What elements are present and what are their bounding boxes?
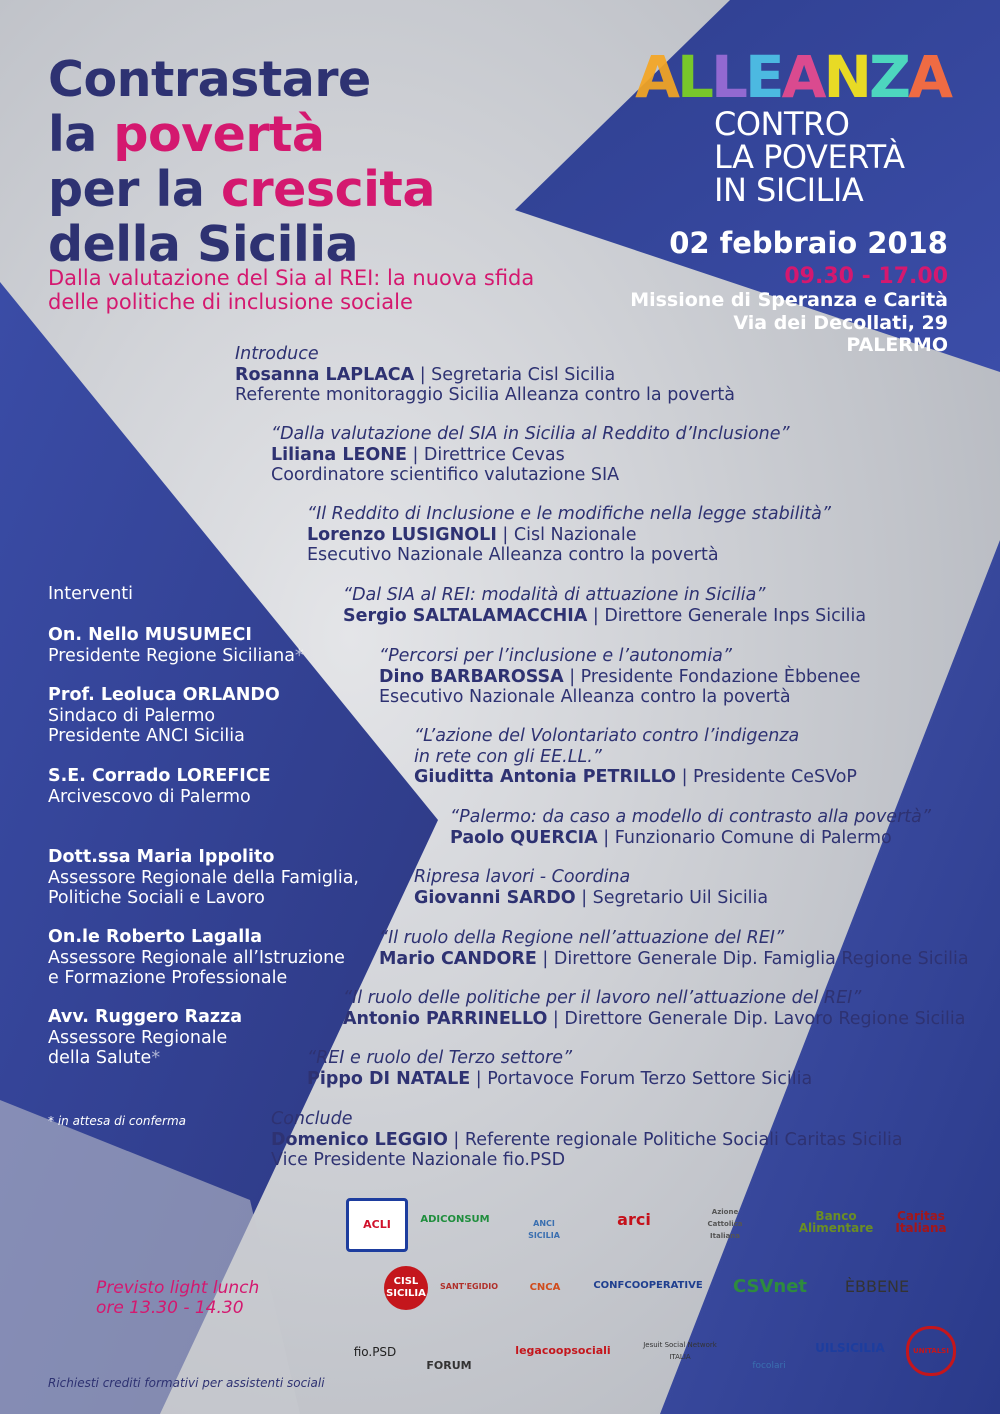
speaker-role: | Direttrice Cevas — [406, 444, 565, 465]
logo-cisl-sicilia: CISL SICILIA — [384, 1266, 428, 1310]
program-item — [379, 928, 969, 969]
program-speaker — [343, 1009, 965, 1030]
logo-cnca: CNCA — [529, 1282, 561, 1293]
event-time: 09.30 - 17.00 — [784, 264, 948, 289]
speaker-name: Liliana LEONE — [271, 444, 407, 465]
intervento-role-2: e Formazione Professionale — [48, 968, 288, 988]
program-label: “Il ruolo della Regione nell’attuazione del REI” — [379, 928, 785, 948]
program-speaker — [343, 606, 866, 627]
intervento-role-1: Sindaco di Palermo — [48, 705, 216, 726]
intervento-role — [48, 1048, 242, 1069]
pending-mark: * — [294, 645, 304, 666]
speaker-name: Domenico LEGGIO — [271, 1129, 448, 1150]
speaker-role-extra: Coordinatore scientifico valutazione SIA — [271, 465, 620, 485]
logo-legacoopsociali: legacoopsociali — [515, 1344, 611, 1357]
speaker-name: Antonio PARRINELLO — [343, 1008, 548, 1029]
speaker-role: | Presidente CeSVoP — [676, 767, 857, 787]
program-label: “Il Reddito di Inclusione e le modifiche nella legge stabilità” — [307, 504, 831, 524]
logo-anci-sicilia: ANCI SICILIA — [528, 1219, 560, 1240]
interventi-heading: Interventi — [48, 584, 134, 604]
pending-note: * in attesa di conferma — [48, 1114, 187, 1128]
program-speaker — [450, 828, 931, 849]
program-speaker — [379, 667, 861, 688]
alleanza-logo-subtitle — [714, 105, 905, 209]
speaker-name: Mario CANDORE — [379, 948, 537, 969]
logo-letter: A — [635, 43, 678, 111]
logo-jesuit-social-network: Jesuit Social Network ITALIA — [643, 1341, 717, 1361]
title-line-4: della Sicilia — [48, 216, 359, 273]
subtitle-line-2: delle politiche di inclusione sociale — [48, 290, 413, 314]
logo-letter: Z — [869, 43, 909, 111]
program-item — [450, 807, 931, 848]
speaker-role: | Segretario Uil Sicilia — [575, 887, 769, 908]
program-speaker — [414, 888, 768, 909]
title-line-2-a: la — [48, 106, 114, 163]
intervento-name: On. Nello MUSUMECI — [48, 625, 252, 645]
program-speaker — [235, 365, 735, 386]
logo-ebbene: ÈBBENE — [844, 1277, 910, 1296]
program-label: “Dal SIA al REI: modalità di attuazione in Sicilia” — [343, 585, 766, 605]
intervento-role-1: Assessore Regionale della Famiglia, — [48, 867, 359, 888]
title-line-2-b: povertà — [113, 106, 325, 163]
speaker-name: Lorenzo LUSIGNOLI — [307, 524, 497, 545]
program-speaker — [271, 1130, 903, 1151]
intervento-name: Avv. Ruggero Razza — [48, 1007, 243, 1027]
speaker-role-extra: Vice Presidente Nazionale fio.PSD — [271, 1150, 566, 1170]
subtitle — [48, 266, 534, 314]
intervento-role-2: Politiche Sociali e Lavoro — [48, 888, 265, 908]
program-item — [343, 988, 965, 1029]
speaker-name: Rosanna LAPLACA — [235, 364, 415, 385]
speaker-role: | Cisl Nazionale — [496, 524, 637, 545]
program-label: “L’azione del Volontariato contro l’indigenza — [414, 726, 800, 746]
event-date: 02 febbraio 2018 — [669, 226, 948, 260]
intervento-role-1: Assessore Regionale all’Istruzione — [48, 947, 345, 968]
logo-letter: A — [908, 43, 950, 111]
logo-uil-sicilia: UILSICILIA — [815, 1341, 885, 1355]
program-label: “Il ruolo delle politiche per il lavoro nell’attuazione del REI” — [343, 988, 862, 1008]
logo-line-3: IN SICILIA — [714, 171, 864, 209]
speaker-role: | Segretaria Cisl Sicilia — [414, 364, 616, 385]
title-line-3-b: crescita — [220, 161, 435, 218]
pending-mark: * — [151, 1048, 161, 1068]
logo-arci: arci — [617, 1210, 651, 1229]
logo-focolari: focolari — [752, 1361, 786, 1371]
logo-adiconsum: ADICONSUM — [420, 1214, 490, 1225]
title-line-1: Contrastare — [48, 51, 371, 108]
intervento-name: Dott.ssa Maria Ippolito — [48, 847, 275, 867]
intervento — [48, 847, 359, 909]
lunch-line-1: Previsto light lunch — [96, 1278, 260, 1298]
logo-line-1: CONTRO — [714, 105, 850, 143]
logo-acli: ACLI — [346, 1198, 408, 1252]
logo-azione-cattolica: Azione Cattolica Italiana — [707, 1208, 743, 1240]
speaker-role: | Direttore Generale Dip. Lavoro Regione Sicilia — [547, 1008, 966, 1029]
speaker-name: Dino BARBAROSSA — [379, 666, 564, 687]
program-item — [271, 1109, 903, 1171]
program-item — [414, 867, 768, 908]
logo-santegidio: SANT'EGIDIO — [440, 1282, 498, 1291]
speaker-role: | Funzionario Comune di Palermo — [597, 827, 892, 848]
program-item — [235, 344, 735, 406]
program-label: “Palermo: da caso a modello di contrasto alla povertà” — [450, 807, 931, 827]
intervento-role-1: Presidente Regione Siciliana — [48, 645, 295, 666]
venue-line-2: Via dei Decollati, 29 — [733, 311, 948, 334]
intervento — [48, 685, 280, 747]
alleanza-logo — [635, 44, 950, 110]
logo-banco-alimentare: Banco Alimentare — [798, 1209, 874, 1235]
logo-letter: L — [711, 43, 745, 111]
logo-letter: E — [744, 43, 782, 111]
intervento — [48, 927, 345, 989]
program-speaker — [307, 525, 831, 546]
program-label: “Dalla valutazione del SIA in Sicilia al Reddito d’Inclusione” — [271, 424, 790, 444]
logo-line-2: LA POVERTÀ — [714, 138, 905, 176]
logo-caritas: Caritas Italiana — [895, 1209, 947, 1235]
speaker-role: | Presidente Fondazione Èbbenee — [563, 666, 861, 687]
speaker-role-extra: Esecutivo Nazionale Alleanza contro la povertà — [379, 687, 791, 707]
logo-fio-psd: fio.PSD — [353, 1345, 397, 1359]
intervento-name: On.le Roberto Lagalla — [48, 927, 263, 947]
speaker-name: Sergio SALTALAMACCHIA — [343, 605, 588, 626]
program-speaker — [414, 767, 857, 788]
program-item — [307, 504, 831, 566]
intervento-name: S.E. Corrado LOREFICE — [48, 766, 271, 786]
intervento-role-1: Arcivescovo di Palermo — [48, 786, 251, 807]
intervento — [48, 625, 304, 666]
intervento — [48, 766, 271, 807]
title-line-2 — [48, 107, 435, 162]
intervento-role-1: Assessore Regionale — [48, 1027, 228, 1048]
program-item — [379, 646, 861, 708]
intervento-role-2: della Salute — [48, 1048, 152, 1068]
program-label: Ripresa lavori - Coordina — [414, 867, 631, 887]
speaker-name: Giovanni SARDO — [414, 887, 576, 908]
intervento-role — [48, 646, 304, 667]
program-speaker — [379, 949, 969, 970]
subtitle-line-1: Dalla valutazione del Sia al REI: la nuova sfida — [48, 266, 535, 290]
intervento — [48, 1007, 242, 1069]
lunch-line-2: ore 13.30 - 14.30 — [96, 1298, 244, 1318]
title-line-3-a: per la — [48, 161, 221, 218]
program-speaker — [307, 1069, 812, 1090]
program-item — [307, 1048, 812, 1089]
program-label: Introduce — [235, 344, 319, 364]
logo-letter: A — [781, 43, 824, 111]
speaker-name: Paolo QUERCIA — [450, 827, 598, 848]
speaker-role: | Referente regionale Politiche Sociali Caritas Sicilia — [447, 1129, 903, 1150]
venue-city: PALERMO — [846, 334, 948, 356]
program-speaker — [271, 445, 790, 466]
program-item — [414, 726, 857, 788]
logo-letter: N — [823, 43, 870, 111]
speaker-role: | Direttore Generale Dip. Famiglia Regione Sicilia — [536, 948, 969, 969]
logo-csvnet: CSVnet — [732, 1276, 808, 1297]
intervento-name: Prof. Leoluca ORLANDO — [48, 685, 280, 705]
logo-confcooperative: CONFCOOPERATIVE — [593, 1280, 703, 1291]
logo-letter: L — [677, 43, 712, 111]
program-label: “Percorsi per l’inclusione e l’autonomia” — [379, 646, 732, 666]
credits-note: Richiesti crediti formativi per assistenti sociali — [48, 1376, 325, 1390]
speaker-role: | Direttore Generale Inps Sicilia — [587, 605, 867, 626]
speaker-name: Pippo DI NATALE — [307, 1068, 471, 1089]
speaker-name: Giuditta Antonia PETRILLO — [414, 767, 676, 787]
program-label: “REI e ruolo del Terzo settore” — [307, 1048, 573, 1068]
logo-unitalsi: UNITALSI — [906, 1326, 956, 1376]
program-label: Conclude — [271, 1109, 353, 1129]
speaker-role-extra: Referente monitoraggio Sicilia Alleanza contro la povertà — [235, 385, 735, 405]
logo-forum: FORUM — [426, 1359, 472, 1372]
venue-line-1: Missione di Speranza e Carità — [630, 289, 948, 311]
title-line-3 — [48, 162, 435, 217]
main-title — [48, 52, 435, 272]
program-label-2: in rete con gli EE.LL.” — [414, 746, 602, 767]
program-item — [271, 424, 790, 486]
program-item — [343, 585, 866, 626]
lunch-note — [96, 1278, 259, 1318]
speaker-role-extra: Esecutivo Nazionale Alleanza contro la povertà — [307, 545, 719, 565]
intervento-role-2: Presidente ANCI Sicilia — [48, 726, 245, 746]
speaker-role: | Portavoce Forum Terzo Settore Sicilia — [470, 1068, 813, 1089]
